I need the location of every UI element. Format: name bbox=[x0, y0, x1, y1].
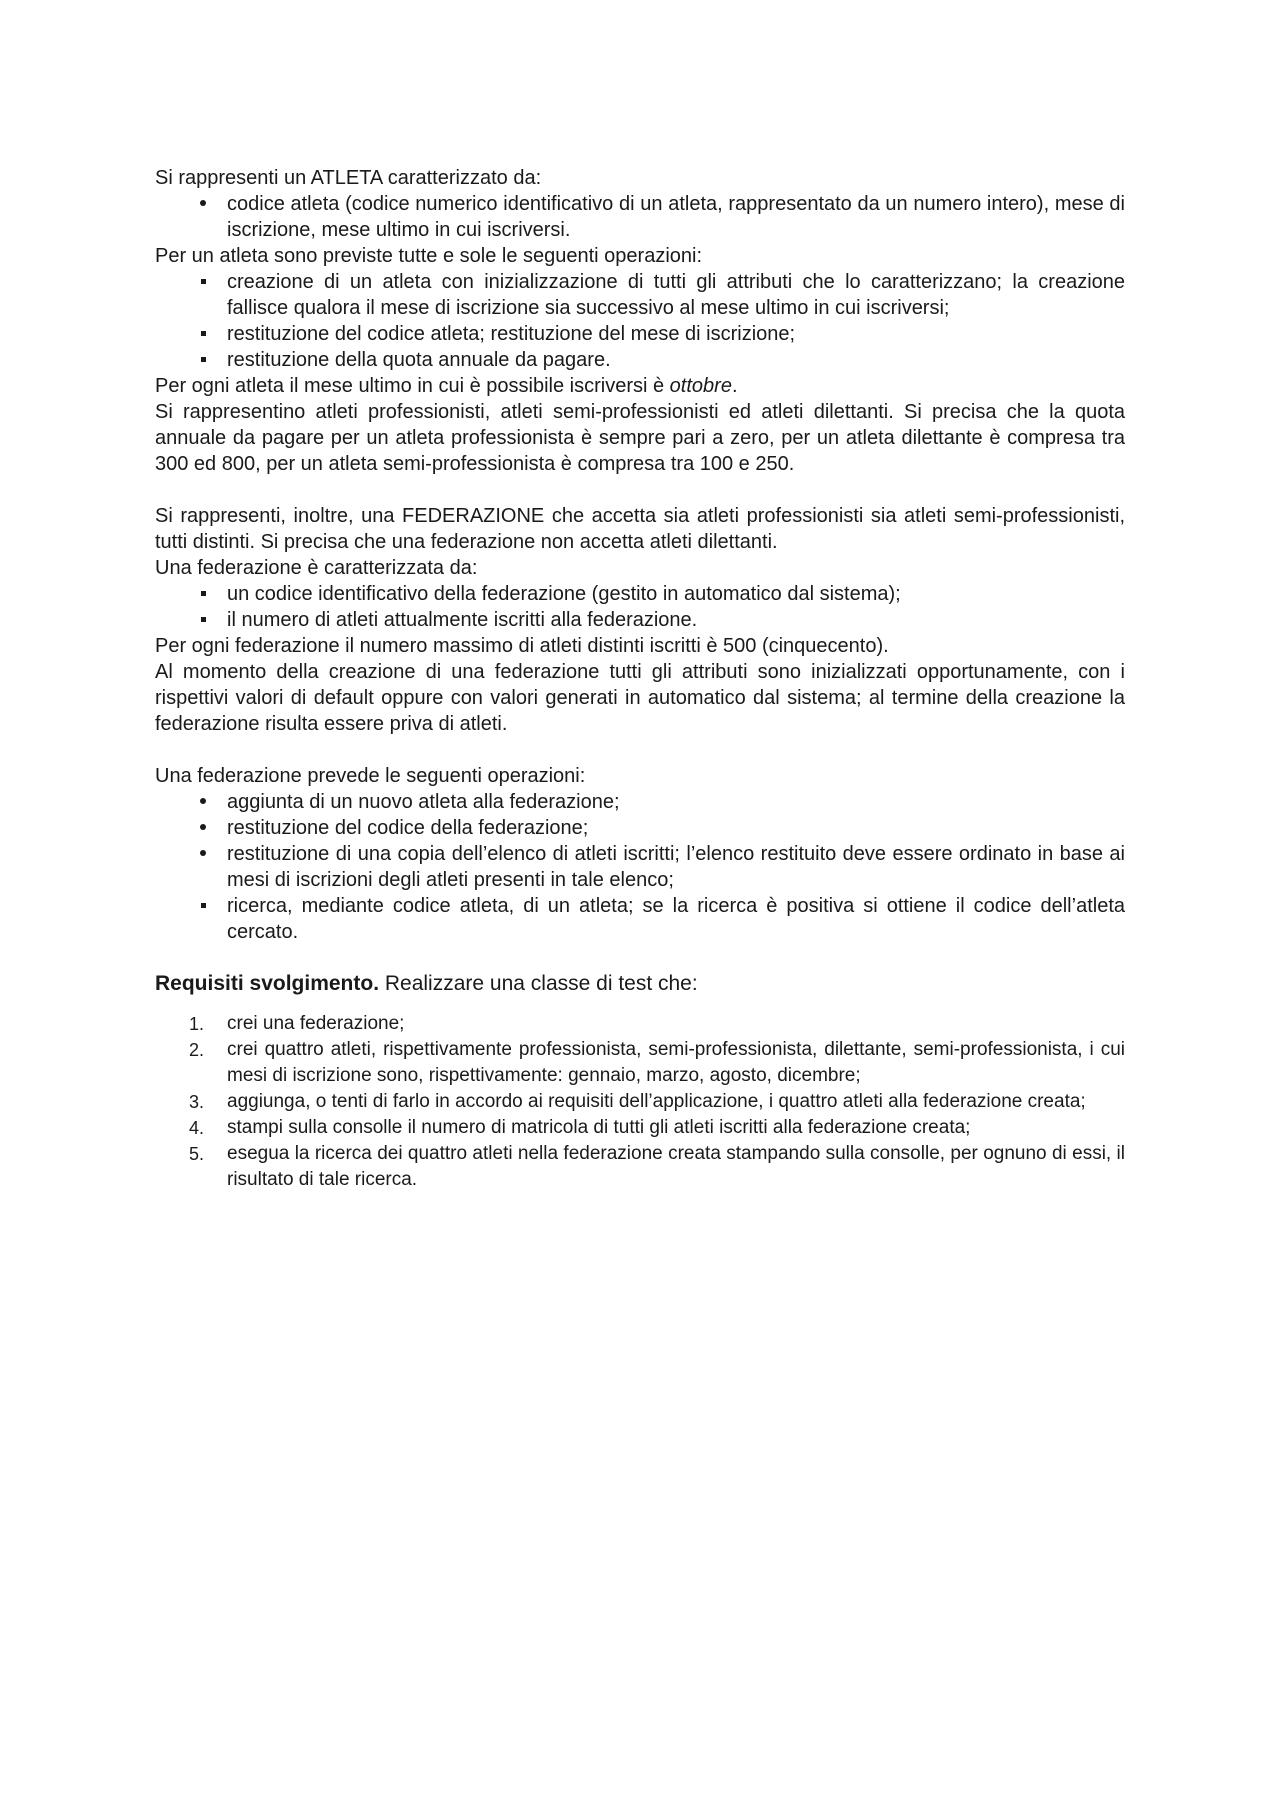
atleta-intro: Si rappresenti un ATLETA caratterizzato da: bbox=[155, 167, 542, 189]
list-number: 5. bbox=[189, 1144, 205, 1164]
federazione-attributes-intro: Una federazione è caratterizzata da: bbox=[155, 557, 478, 579]
list-item-text: aggiunga, o tenti di farlo in accordo ai requisiti dell’applicazione, i quattro atleti alla federazione creata; bbox=[227, 1091, 1086, 1112]
list-item-text: restituzione della quota annuale da pagare. bbox=[227, 349, 611, 371]
bullet-dot-icon bbox=[193, 841, 213, 867]
requisiti-heading-rest: Realizzare una classe di test che: bbox=[379, 972, 698, 995]
spacer bbox=[155, 945, 1125, 971]
atleta-types-paragraph: Si rappresentino atleti professionisti, atleti semi-professionisti ed atleti dilettanti. Si precisa che la quota annuale da pagare per un atleta professionista è sempre pari a zero, per un atleta dilettante è compresa tra 300 ed 800, per un atleta semi-professionista è compresa tra 100 e 250. bbox=[155, 401, 1125, 475]
list-item-text: aggiunta di un nuovo atleta alla federazione; bbox=[227, 791, 620, 813]
document-page bbox=[155, 165, 1125, 1193]
list-item-text: crei quattro atleti, rispettivamente professionista, semi-professionista, dilettante, semi-professionista, i cui mesi di iscrizione sono, rispettivamente: gennaio, marzo, agosto, dicembre; bbox=[227, 1039, 1125, 1086]
list-item bbox=[155, 1089, 1125, 1115]
requisiti-steps-list bbox=[155, 1011, 1125, 1193]
list-number: 1. bbox=[189, 1014, 205, 1034]
last-month-prefix: Per ogni atleta il mese ultimo in cui è possibile iscriversi è bbox=[155, 375, 670, 397]
list-item bbox=[155, 815, 1125, 841]
spacer bbox=[155, 737, 1125, 763]
last-month-value: ottobre bbox=[669, 375, 732, 397]
federazione-operations-intro: Una federazione prevede le seguenti operazioni: bbox=[155, 765, 586, 787]
bullet-dot-icon bbox=[193, 191, 213, 217]
list-item-text: esegua la ricerca dei quattro atleti nella federazione creata stampando sulla consolle, per ognuno di essi, il risultato di tale ricerca. bbox=[227, 1143, 1125, 1190]
bullet-square-icon bbox=[193, 607, 213, 633]
bullet-square-icon bbox=[193, 893, 213, 919]
list-item-text: stampi sulla consolle il numero di matricola di tutti gli atleti iscritti alla federazione creata; bbox=[227, 1117, 971, 1138]
list-item bbox=[155, 581, 1125, 607]
list-item bbox=[155, 607, 1125, 633]
list-item bbox=[155, 1011, 1125, 1037]
bullet-square-icon bbox=[193, 581, 213, 607]
bullet-square-icon bbox=[193, 347, 213, 373]
list-item bbox=[155, 191, 1125, 243]
list-item-text: codice atleta (codice numerico identificativo di un atleta, rappresentato da un numero intero), mese di iscrizione, mese ultimo in cui iscriversi. bbox=[227, 193, 1125, 241]
federazione-operations-list bbox=[155, 789, 1125, 945]
list-item bbox=[155, 1037, 1125, 1089]
atleta-operations-intro: Per un atleta sono previste tutte e sole le seguenti operazioni: bbox=[155, 245, 703, 267]
list-item-text: restituzione di una copia dell’elenco di atleti iscritti; l’elenco restituito deve essere ordinato in base ai mesi di iscrizioni degli atleti presenti in tale elenco; bbox=[227, 843, 1125, 891]
list-item bbox=[155, 1141, 1125, 1193]
list-item-text: ricerca, mediante codice atleta, di un atleta; se la ricerca è positiva si ottiene il codice dell’atleta cercato. bbox=[227, 895, 1125, 943]
atleta-last-month bbox=[155, 373, 1125, 399]
bullet-dot-icon bbox=[193, 789, 213, 815]
list-number: 4. bbox=[189, 1118, 205, 1138]
last-month-suffix: . bbox=[731, 375, 738, 397]
list-item bbox=[155, 841, 1125, 893]
spacer bbox=[155, 477, 1125, 503]
federazione-creation-paragraph: Al momento della creazione di una federazione tutti gli attributi sono inizializzati opportunamente, con i rispettivi valori di default oppure con valori generati in automatico dal sistema; al termine della creazione la federazione risulta essere priva di atleti. bbox=[155, 661, 1125, 735]
bullet-square-icon bbox=[193, 321, 213, 347]
atleta-operations-list bbox=[155, 269, 1125, 373]
spacer bbox=[155, 997, 1125, 1011]
list-item-text: crei una federazione; bbox=[227, 1013, 405, 1034]
list-item-text: restituzione del codice atleta; restituzione del mese di iscrizione; bbox=[227, 323, 796, 345]
list-item bbox=[155, 269, 1125, 321]
list-item bbox=[155, 893, 1125, 945]
list-item-text: creazione di un atleta con inizializzazione di tutti gli attributi che lo caratterizzano; la creazione fallisce qualora il mese di iscrizione sia successivo al mese ultimo in cui iscriversi; bbox=[227, 271, 1125, 319]
list-item bbox=[155, 321, 1125, 347]
list-item-text: restituzione del codice della federazione; bbox=[227, 817, 589, 839]
list-item-text: un codice identificativo della federazione (gestito in automatico dal sistema); bbox=[227, 583, 901, 605]
bullet-square-icon bbox=[193, 269, 213, 295]
list-item-text: il numero di atleti attualmente iscritti alla federazione. bbox=[227, 609, 698, 631]
list-item bbox=[155, 347, 1125, 373]
federazione-attributes-list bbox=[155, 581, 1125, 633]
federazione-max-paragraph: Per ogni federazione il numero massimo di atleti distinti iscritti è 500 (cinquecento). bbox=[155, 635, 889, 657]
federazione-intro: Si rappresenti, inoltre, una FEDERAZIONE che accetta sia atleti professionisti sia atleti semi-professionisti, tutti distinti. Si precisa che una federazione non accetta atleti dilettanti. bbox=[155, 505, 1125, 553]
list-number: 3. bbox=[189, 1092, 205, 1112]
list-item bbox=[155, 789, 1125, 815]
bullet-dot-icon bbox=[193, 815, 213, 841]
requisiti-heading-bold: Requisiti svolgimento. bbox=[155, 972, 380, 995]
atleta-attributes-list bbox=[155, 191, 1125, 243]
list-item bbox=[155, 1115, 1125, 1141]
requisiti-heading bbox=[155, 971, 1125, 997]
list-number: 2. bbox=[189, 1040, 205, 1060]
